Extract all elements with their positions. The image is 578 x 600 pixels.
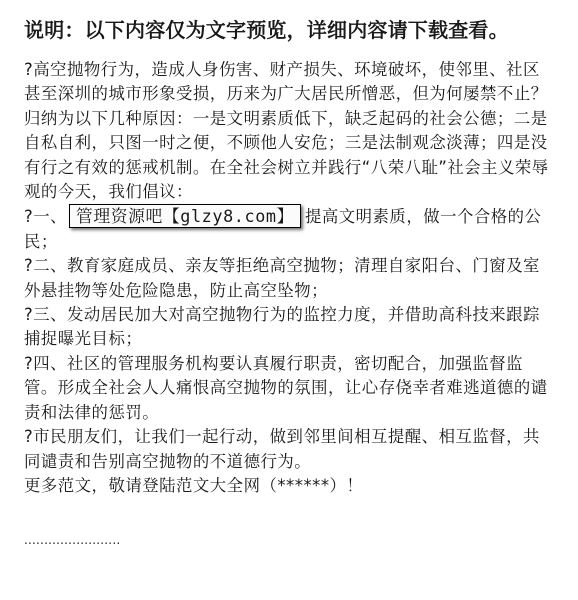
- dotted-separator: ........................: [24, 533, 121, 547]
- watermark-banner: 管理资源吧【glzy8.com】: [69, 204, 301, 228]
- preview-notice: 说明：以下内容仅为文字预览，详细内容请下载查看。: [24, 18, 509, 42]
- initiative-item-1: [24, 204, 556, 254]
- initiative-item-3: ?三、发动居民加大对高空抛物行为的监控力度，并借助高科技来跟踪捕捉曝光目标；: [24, 305, 540, 349]
- item-1-prefix: ?一、: [24, 207, 67, 227]
- intro-paragraph: ?高空抛物行为，造成人身伤害、财产损失、环境破坏，使邻里、社区甚至深圳的城市形象受损，历来为广大居民所憎恶，但为何屡禁不止？归纳为以下几种原因：一是文明素质低下，缺乏起码的社会公德；二是自私自利，只图一时之便，不顾他人安危；三是法制观念淡薄；四是没有行之有效的惩戒机制。在全社会树立并践行“八荣八耻”社会主义荣辱观的今天，我们倡议：: [24, 60, 549, 202]
- initiative-item-4: ?四、社区的管理服务机构要认真履行职责，密切配合，加强监督监管。形成全社会人人痛恨高空抛物的氛围，让心存侥幸者难逃道德的谴责和法律的惩罚。: [24, 353, 548, 422]
- item-1-text: 提高文明素质，做一个合格的公民；: [24, 207, 542, 251]
- initiative-item-2: ?二、教育家庭成员、亲友等拒绝高空抛物；清理自家阳台、门窗及室外悬挂物等处危险隐患，防止高空坠物；: [24, 256, 540, 300]
- closing-paragraph: ?市民朋友们，让我们一起行动，做到邻里间相互提醒、相互监督，共同谴责和告别高空抛物的不道德行为。: [24, 427, 540, 471]
- more-link-text: 更多范文，敬请登陆范文大全网（******）！: [24, 475, 364, 495]
- document-body: [24, 58, 556, 498]
